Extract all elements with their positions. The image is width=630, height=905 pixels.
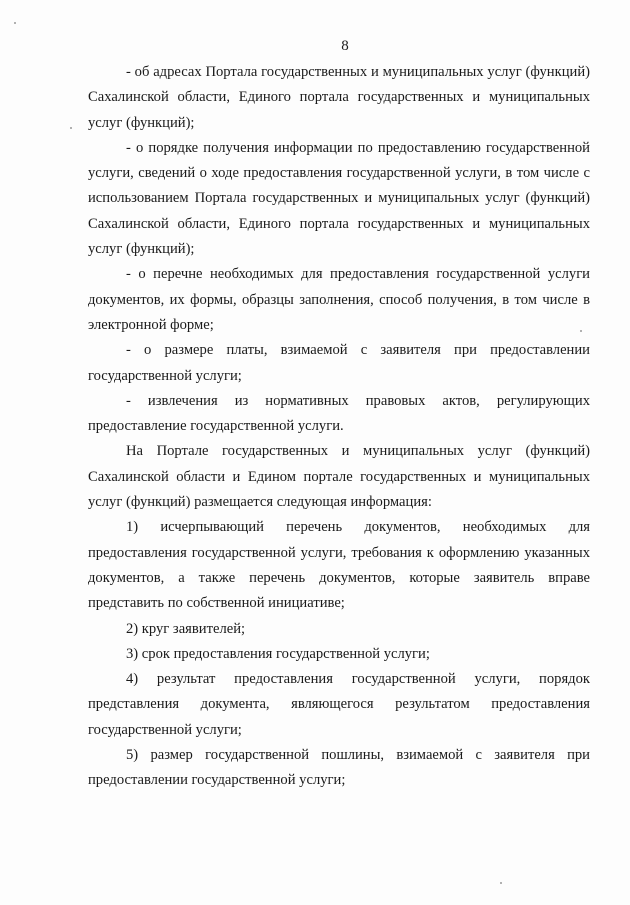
list-item-5: 5) размер государственной пошлины, взимаемой с заявителя при предоставлении государственной услуги; (88, 747, 590, 789)
scan-speck (500, 882, 502, 884)
list-item-2: 2) круг заявителей; (126, 620, 246, 637)
scan-speck (14, 22, 16, 24)
list-item-4: 4) результат предоставления государственной услуги, порядок представления документа, являющегося результатом предоставления государственной услуги; (88, 671, 590, 738)
document-body (88, 60, 590, 794)
list-item-1: 1) исчерпывающий перечень документов, необходимых для предоставления государственной услуги, требования к оформлению указанных документов, а также перечень документов, которые заявитель вправе представить по собственной инициативе; (88, 519, 590, 612)
scan-speck (70, 127, 72, 129)
scan-speck (580, 330, 582, 332)
page-number: 8 (341, 38, 349, 54)
paragraph-legal-extracts: - извлечения из нормативных правовых актов, регулирующих предоставление государственной услуги. (88, 392, 590, 435)
paragraph-information-procedure: - о порядке получения информации по предоставлению государственной услуги, сведений о ходе предоставления государственной услуги, в том числе с использованием Портала государственных и муниципальных услуг (функций) Сахалинской области, Единого портала государственных и муниципальных услуг (функций); (88, 139, 590, 258)
list-item-3: 3) срок предоставления государственной услуги; (126, 645, 430, 662)
paragraph-portal-addresses: - об адресах Портала государственных и муниципальных услуг (функций) Сахалинской области, Единого портала государственных и муниципальных услуг (функций); (88, 64, 590, 131)
paragraph-fee-amount: - о размере платы, взимаемой с заявителя при предоставлении государственной услуги; (88, 342, 590, 384)
paragraph-documents-list: - о перечне необходимых для предоставления государственной услуги документов, их формы, образцы заполнения, способ получения, в том числе в электронной форме; (88, 266, 590, 333)
paragraph-portal-information-intro: На Портале государственных и муниципальных услуг (функций) Сахалинской области и Едином портале государственных и муниципальных услуг (функций) размещается следующая информация: (88, 443, 590, 511)
